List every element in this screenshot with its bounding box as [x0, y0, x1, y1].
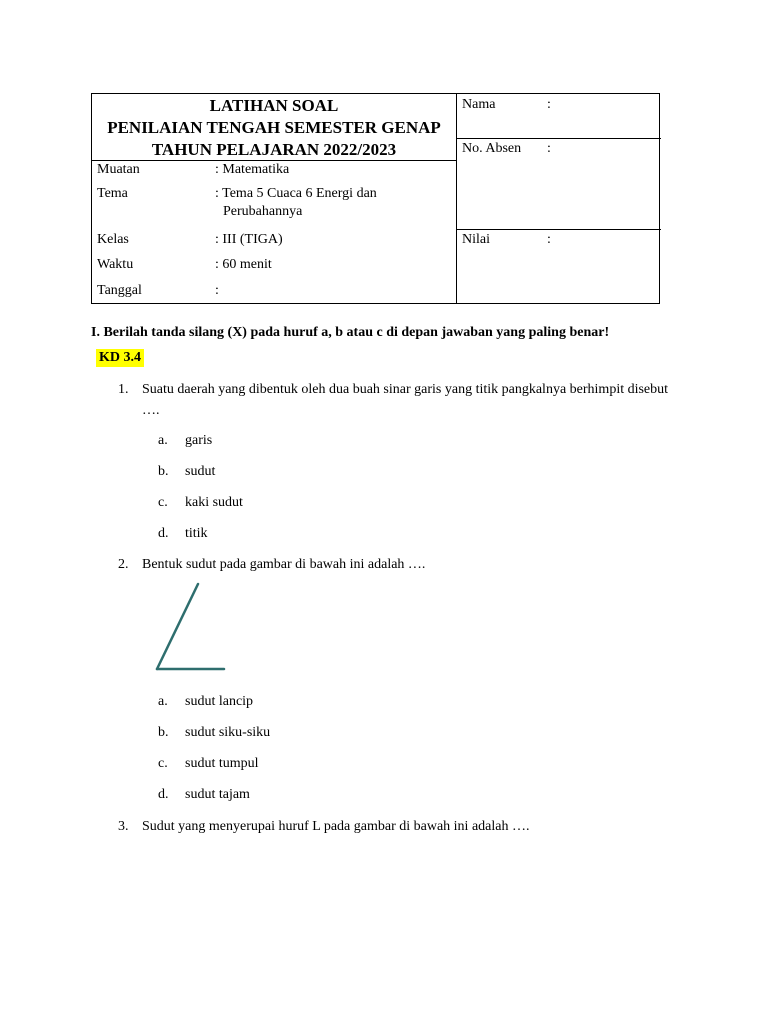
kd-badge: KD 3.4 [96, 349, 144, 367]
value-muatan: : Matematika [215, 162, 290, 177]
question-3-text: Sudut yang menyerupai huruf L pada gambar di bawah ini adalah …. [142, 819, 530, 834]
label-waktu: Waktu [97, 257, 134, 272]
section-instruction: I. Berilah tanda silang (X) pada huruf a, b atau c di depan jawaban yang paling benar! [91, 325, 610, 340]
table-divider-vertical [456, 94, 457, 303]
title-line-3: TAHUN PELAJARAN 2022/2023 [151, 140, 397, 159]
q2-option-c-text: sudut tumpul [185, 756, 259, 771]
q1-option-a-text: garis [185, 433, 213, 448]
value-tanggal: : [215, 283, 219, 298]
q2-option-a-text: sudut lancip [185, 694, 254, 709]
value-waktu: : 60 menit [215, 257, 272, 272]
table-divider-nama [456, 138, 661, 139]
q1-option-d-text: titik [185, 526, 208, 541]
label-muatan: Muatan [97, 162, 140, 177]
q2-option-b-text: sudut siku-siku [185, 725, 271, 740]
label-nilai: Nilai [462, 232, 490, 247]
question-2-text: Bentuk sudut pada gambar di bawah ini adalah …. [142, 557, 426, 572]
value-kelas: : III (TIGA) [215, 232, 283, 247]
label-tanggal: Tanggal [97, 283, 142, 298]
label-kelas: Kelas [97, 232, 129, 247]
angle-ray-slanted [157, 584, 198, 669]
title-line-1: LATIHAN SOAL [209, 96, 339, 115]
q2-option-b-letter: b. [158, 725, 169, 740]
question-3-number: 3. [118, 819, 129, 834]
q1-option-a-letter: a. [158, 433, 168, 448]
value-tema: : Tema 5 Cuaca 6 Energi dan [215, 186, 377, 201]
colon-nilai: : [547, 232, 551, 247]
q1-option-b-letter: b. [158, 464, 169, 479]
label-no-absen: No. Absen [462, 141, 522, 156]
q2-option-d-text: sudut tajam [185, 787, 250, 802]
question-1-text: Suatu daerah yang dibentuk oleh dua buah sinar garis yang titik pangkalnya berhimpit disebut [142, 382, 669, 397]
header-table [91, 93, 660, 304]
colon-no-absen: : [547, 141, 551, 156]
q2-option-a-letter: a. [158, 694, 168, 709]
value-tema-line-2: Perubahannya [223, 204, 303, 219]
question-1-number: 1. [118, 382, 129, 397]
q1-option-c-letter: c. [158, 495, 168, 510]
colon-nama: : [547, 97, 551, 112]
title-line-2: PENILAIAN TENGAH SEMESTER GENAP [107, 118, 441, 137]
q2-option-d-letter: d. [158, 787, 169, 802]
question-2-number: 2. [118, 557, 129, 572]
q1-option-b-text: sudut [185, 464, 216, 479]
q1-option-c-text: kaki sudut [185, 495, 243, 510]
question-1-text-cont: …. [142, 403, 160, 418]
q1-option-d-letter: d. [158, 526, 169, 541]
label-nama: Nama [462, 97, 496, 112]
label-tema: Tema [97, 186, 128, 201]
q2-option-c-letter: c. [158, 756, 168, 771]
table-divider-absen [456, 229, 661, 230]
acute-angle-figure [150, 580, 230, 674]
